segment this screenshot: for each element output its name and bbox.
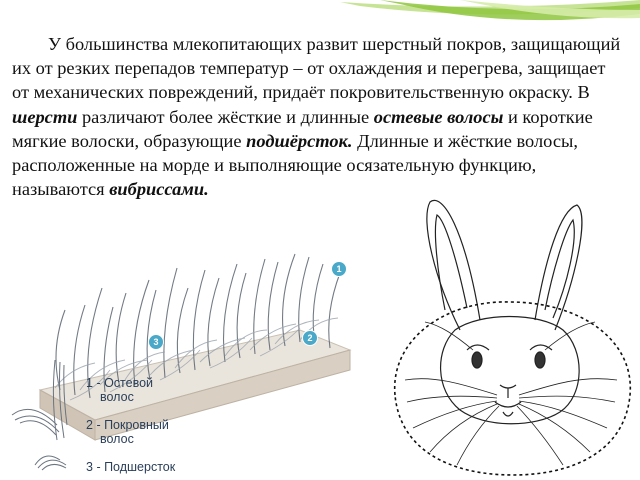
term-vibrissy: вибриссами. <box>109 179 209 200</box>
text-part-4: Длинные и жёсткие волосы, расположенные на морде и выполняющие осязательную функцию, называются <box>12 130 578 200</box>
term-sherst: шерсти <box>12 106 78 127</box>
text-part-2: различают более жёсткие и длинные <box>77 106 374 127</box>
legend-label: - Подшерсток <box>96 460 176 474</box>
callout-badge-2: 2 <box>302 330 318 346</box>
legend-label: - Остевой <box>96 376 154 390</box>
callout-badge-1: 1 <box>331 261 347 277</box>
legend-item-2 <box>86 418 169 446</box>
term-podsherstok: подшёрсток. <box>246 130 353 151</box>
rabbit-head-illustration <box>385 190 640 480</box>
term-ostevye-volosy: остевые волосы <box>373 106 504 127</box>
legend-item-3 <box>86 460 175 474</box>
decorative-swoosh <box>340 0 640 30</box>
main-paragraph <box>12 32 626 201</box>
legend-item-1 <box>86 376 153 404</box>
fur-illustration <box>0 240 360 480</box>
legend-number: 1 <box>86 376 93 390</box>
legend-label-cont: волос <box>100 432 134 446</box>
legend-number: 3 <box>86 460 93 474</box>
text-part-1: У большинства млекопитающих развит шерстный покров, защищающий их от резких перепадов температур – от охлаждения и перегрева, защищает от механических повреждений, придаёт покровительственную окраску. В <box>12 34 621 103</box>
legend-label-cont: волос <box>100 390 134 404</box>
callout-badge-3: 3 <box>148 334 164 350</box>
text-part-3: и короткие мягкие волоски, образующие <box>12 106 593 151</box>
legend-label: - Покровный <box>96 418 169 432</box>
legend-number: 2 <box>86 418 93 432</box>
